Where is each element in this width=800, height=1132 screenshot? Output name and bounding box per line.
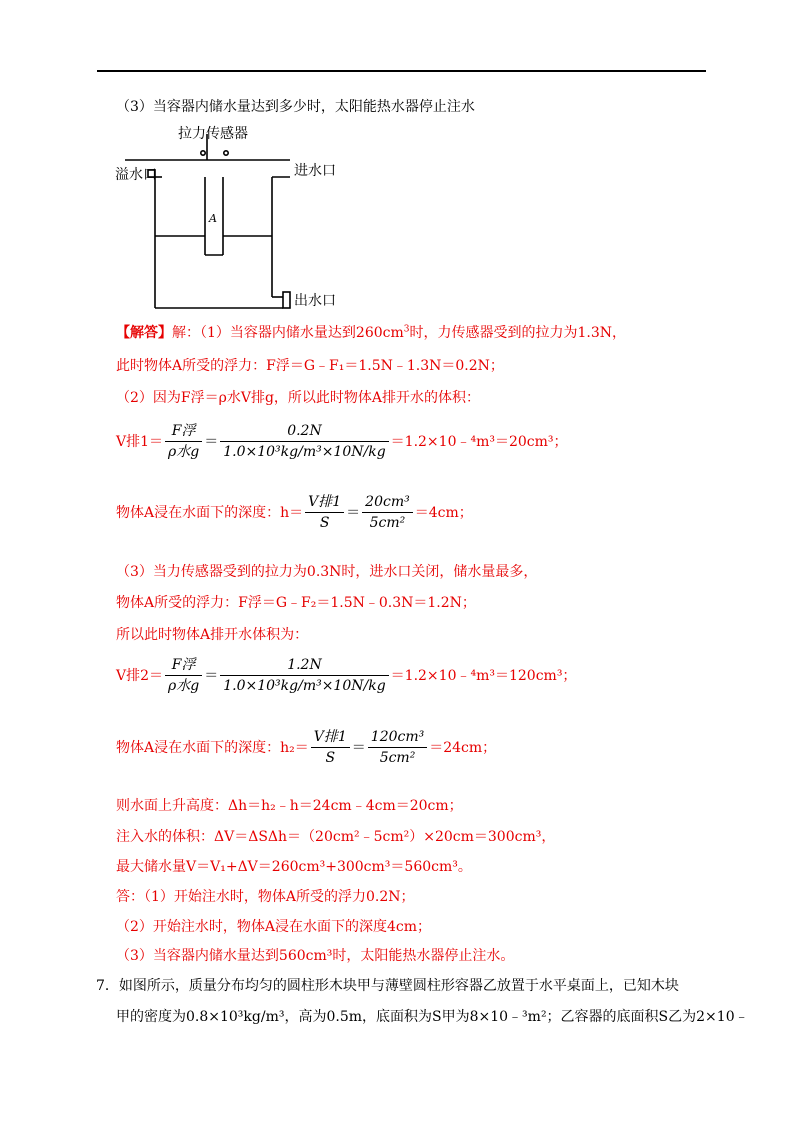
h1-frac-2 [362, 493, 413, 532]
h1-right: ＝4cm； [414, 504, 473, 521]
v2-frac-1-num: F浮 [165, 656, 202, 676]
answer-line-13: 最大储水量V＝V₁+ΔV＝260cm³+300cm³＝560cm³。 [116, 859, 472, 875]
h2-right: ＝24cm； [429, 739, 497, 756]
v2-frac-2-den: 1.0×10³kg/m³×10N/kg [223, 678, 386, 694]
v1-frac-1-num: F浮 [165, 422, 202, 442]
final-answer-1: 答：（1）开始注水时，物体A所受的浮力0.2N； [116, 889, 415, 905]
h2-frac-1-num: V排1 [311, 728, 350, 748]
h2-frac-2 [368, 728, 427, 767]
v1-eq-sign: ＝ [204, 433, 219, 450]
v2-frac-1-den: ρ水g [168, 678, 200, 694]
answer-line-8: 所以此时物体A排开水体积为： [116, 627, 309, 643]
v1-equation [116, 422, 568, 461]
v2-frac-1 [165, 656, 202, 695]
v2-eq-sign: ＝ [204, 667, 219, 684]
v2-equation [116, 656, 576, 695]
h2-frac-1 [311, 728, 350, 767]
answer-intro-text: 解：（1）当容器内储水量达到260cm [172, 325, 404, 341]
question-3: （3）当容器内储水量达到多少时，太阳能热水器停止注水 [116, 99, 475, 115]
header-rule [97, 70, 706, 72]
v1-right: ＝1.2×10﹣⁴m³＝20cm³； [390, 433, 568, 450]
v1-frac-1 [165, 422, 202, 461]
v1-left: V排1＝ [116, 433, 164, 450]
h1-frac-2-den: 5cm² [369, 515, 406, 531]
h1-equation [116, 493, 473, 532]
v1-frac-2 [220, 422, 388, 461]
h1-eq-sign: ＝ [346, 504, 361, 521]
v1-frac-2-den: 1.0×10³kg/m³×10N/kg [223, 444, 386, 460]
tank-diagram [110, 120, 370, 324]
h2-equation [116, 728, 496, 767]
outlet-label: 出水口 [294, 293, 336, 309]
answer-line-3: （2）因为F浮＝ρ水V排g，所以此时物体A排开水的体积： [116, 390, 481, 406]
h2-frac-1-den: S [325, 750, 336, 766]
h1-frac-1-den: S [319, 515, 330, 531]
v1-frac-2-num: 0.2N [220, 422, 388, 442]
answer-line-12: 注入水的体积：ΔV＝ΔSΔh＝（20cm²﹣5cm²）×20cm＝300cm³， [116, 829, 556, 845]
h1-frac-2-num: 20cm³ [362, 493, 413, 513]
h1-frac-1-num: V排1 [305, 493, 344, 513]
object-a-label: A [209, 212, 217, 225]
answer-intro-tail: 时，力传感器受到的拉力为1.3N， [409, 325, 626, 341]
v2-right: ＝1.2×10﹣⁴m³＝120cm³； [390, 667, 577, 684]
h2-left: 物体A浸在水面下的深度：h₂＝ [116, 739, 309, 756]
question-7-line-2: 甲的密度为0.8×10³kg/m³，高为0.5m，底面积为S甲为8×10﹣³m²；乙容器的底面积S乙为2×10﹣ [116, 1009, 749, 1025]
answer-intro [116, 324, 626, 342]
h1-frac-1 [305, 493, 344, 532]
v2-frac-2-num: 1.2N [220, 656, 388, 676]
v1-frac-1-den: ρ水g [168, 444, 200, 460]
final-answer-2: （2）开始注水时，物体A浸在水面下的深度4cm； [116, 919, 432, 935]
v2-frac-2 [220, 656, 388, 695]
answer-line-6: （3）当力传感器受到的拉力为0.3N时，进水口关闭，储水量最多， [116, 564, 538, 580]
h2-frac-2-den: 5cm² [379, 750, 416, 766]
h2-eq-sign: ＝ [351, 739, 366, 756]
answer-intro-sup: 3 [403, 324, 410, 335]
inlet-label: 进水口 [294, 163, 336, 179]
v2-left: V排2＝ [116, 667, 164, 684]
answer-line-7: 物体A所受的浮力：F浮＝G﹣F₂＝1.5N﹣0.3N＝1.2N； [116, 595, 476, 611]
sensor-label: 拉力传感器 [178, 126, 248, 142]
final-answer-3: （3）当容器内储水量达到560cm³时，太阳能热水器停止注水。 [116, 948, 515, 964]
h1-left: 物体A浸在水面下的深度：h＝ [116, 504, 304, 521]
h2-frac-2-num: 120cm³ [368, 728, 427, 748]
answer-line-2: 此时物体A所受的浮力：F浮＝G﹣F₁＝1.5N﹣1.3N＝0.2N； [116, 358, 504, 374]
answer-tag: 【解答】 [116, 325, 172, 341]
overflow-label: 溢水口 [115, 167, 157, 183]
question-7-line-1: 7．如图所示，质量分布均匀的圆柱形木块甲与薄壁圆柱形容器乙放置于水平桌面上，已知木块 [96, 978, 679, 994]
answer-line-11: 则水面上升高度：Δh＝h₂﹣h＝24cm﹣4cm＝20cm； [116, 798, 463, 814]
